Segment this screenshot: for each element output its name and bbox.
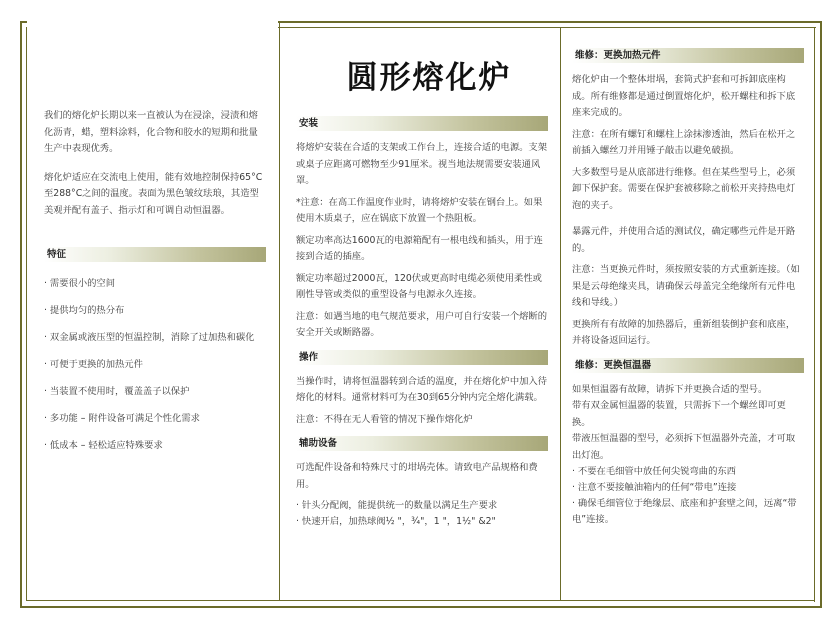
frame-col-divider-left bbox=[279, 21, 280, 601]
frame-top-inner-line bbox=[278, 27, 816, 28]
frame-col-divider-right bbox=[560, 28, 561, 601]
frame-top-line bbox=[278, 21, 822, 23]
maintenance-heater-heading: 维修：更换加热元件 bbox=[572, 48, 804, 63]
page-title: 圆形熔化炉 bbox=[346, 60, 512, 96]
operation-heading: 操作 bbox=[296, 350, 548, 365]
frame-right-line bbox=[820, 21, 822, 608]
operation-paragraph: 当操作时，请将恒温器转到合适的温度，并在熔化炉中加入待熔化的材料。通常材料可为在30到65分钟内完全熔化满载。 bbox=[296, 375, 548, 403]
aux-list bbox=[296, 498, 548, 530]
middle-column bbox=[296, 60, 548, 530]
frame-left-inner-line bbox=[26, 27, 27, 601]
list-item: · 不要在毛细管中放任何尖锐弯曲的东西 bbox=[572, 466, 736, 477]
frame-right-inner-line bbox=[814, 27, 815, 602]
frame-left-line bbox=[20, 21, 22, 608]
right-column bbox=[572, 48, 804, 528]
list-item: · 可便于更换的加热元件 bbox=[44, 359, 143, 370]
list-item: · 针头分配阀，能提供统一的数量以满足生产要求 bbox=[296, 500, 498, 511]
intro-paragraph-1: 我们的熔化炉长期以来一直被认为在浸涂，浸渍和熔化沥青，蜡，塑料涂料，化合物和胶水的短期和批量生产中表现优秀。 bbox=[44, 110, 258, 154]
frame-bottom-inner-line bbox=[26, 600, 815, 601]
thermostat-paragraph: 如果恒温器有故障，请拆下并更换合适的型号。 bbox=[572, 383, 768, 395]
maintenance-paragraph: 注意：在所有螺钉和螺柱上涂抹渗透油，然后在松开之前插入螺丝刀并用锤子敲击以避免破损。 bbox=[572, 128, 796, 156]
list-item: · 多功能 – 附件设备可满足个性化需求 bbox=[44, 413, 200, 424]
install-paragraph: 注意：如遇当地的电气规范要求，用户可自行安装一个熔断的安全开关或断路器。 bbox=[296, 310, 548, 338]
list-item: · 注意不要接触油箱内的任何“带电”连接 bbox=[572, 482, 737, 493]
list-item: · 提供均匀的热分布 bbox=[44, 305, 125, 316]
thermostat-paragraph: 带有双金属恒温器的装置，只需拆下一个螺丝即可更换。 bbox=[572, 400, 786, 428]
maintenance-thermostat-heading: 维修：更换恒温器 bbox=[572, 358, 804, 373]
list-item: · 快速开启，加热球阀½ "，¾"，1 "，1½" &2" bbox=[296, 516, 496, 527]
maintenance-paragraph: 注意：当更换元件时，须按照安装的方式重新连接。（如果是云母绝缘夹具，请确保云母盖完全绝缘所有元件电线和导线。） bbox=[572, 264, 800, 308]
install-paragraph: 将熔炉安装在合适的支架或工作台上，连接合适的电源。支架或桌子应距离可燃物至少91厘米。视当地法规需要安装通风罩。 bbox=[296, 142, 548, 186]
maintenance-paragraph: 暴露元件，并使用合适的测试仪，确定哪些元件是开路的。 bbox=[572, 226, 796, 254]
features-heading: 特征 bbox=[44, 247, 266, 262]
install-paragraph: *注意：在高工作温度作业时，请将熔炉安装在钢台上。如果使用木质桌子，应在锅底下放置一个热阻板。 bbox=[296, 196, 543, 224]
thermostat-list bbox=[572, 464, 804, 528]
list-item: · 低成本 – 轻松适应特殊要求 bbox=[44, 440, 163, 451]
features-list bbox=[44, 276, 266, 454]
maintenance-paragraph: 更换所有有故障的加热器后，重新组装倒护套和底座，并将设备返回运行。 bbox=[572, 318, 796, 346]
intro-paragraph-2: 熔化炉适应在交流电上使用，能有效地控制保持65°C至288°C之间的温度。表面为黑色皱纹珐琅，其造型美观并配有盖子、指示灯和可调自动恒温器。 bbox=[44, 171, 263, 216]
list-item: · 当装置不使用时，覆盖盖子以保护 bbox=[44, 386, 190, 397]
list-item: · 双金属或液压型的恒温控制，消除了过加热和碳化 bbox=[44, 332, 255, 343]
maintenance-paragraph: 熔化炉由一个整体坩埚，套筒式护套和可拆卸底座构成。所有维修都是通过倒置熔化炉，松开螺柱和拆下底座来完成的。 bbox=[572, 74, 796, 118]
install-paragraph: 额定功率超过2000瓦，120伏或更高时电缆必须使用柔性或刚性导管或类似的重型设备与电源永久连接。 bbox=[296, 272, 542, 300]
install-heading: 安装 bbox=[296, 116, 548, 131]
frame-left-top-stub bbox=[20, 21, 27, 23]
list-item: · 需要很小的空间 bbox=[44, 278, 116, 289]
left-column bbox=[44, 108, 266, 465]
list-item: · 确保毛细管位于绝缘层、底座和护套壁之间，远离“带电”连接。 bbox=[572, 498, 797, 525]
aux-heading: 辅助设备 bbox=[296, 436, 548, 451]
aux-paragraph: 可选配件设备和特殊尺寸的坩埚壳体。请致电产品规格和费用。 bbox=[296, 462, 538, 490]
install-paragraph: 额定功率高达1600瓦的电源箱配有一根电线和插头，用于连接到合适的插座。 bbox=[296, 234, 543, 262]
maintenance-paragraph: 大多数型号是从底部进行维修。但在某些型号上，必须卸下保护套。需要在保护套被移除之前松开夹持热电灯泡的夹子。 bbox=[572, 166, 796, 211]
frame-bottom-line bbox=[20, 606, 822, 608]
operation-paragraph: 注意：不得在无人看管的情况下操作熔化炉 bbox=[296, 413, 473, 425]
thermostat-paragraph: 带液压恒温器的型号，必须拆下恒温器外壳盖，才可取出灯泡。 bbox=[572, 433, 796, 461]
